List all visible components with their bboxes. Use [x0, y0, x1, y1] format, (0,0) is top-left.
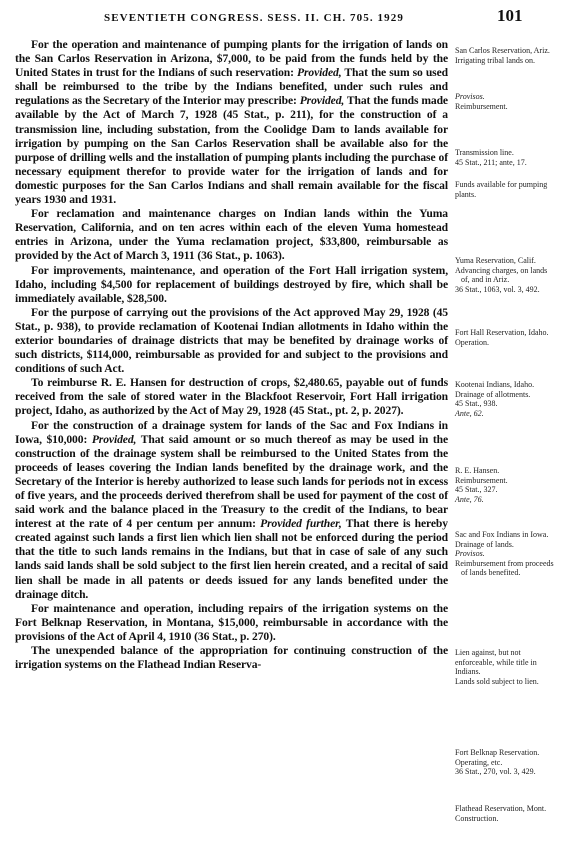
margin-note: Sac and Fox Indians in Iowa. Drainage of lands. Provisos. Reimbursement from proceeds of lands benefited.	[455, 530, 554, 577]
running-head: SEVENTIETH CONGRESS. SESS. II. CH. 705. 1929	[104, 12, 404, 24]
paragraph-hansen: To reimburse R. E. Hansen for destruction of crops, $2,480.65, payable out of funds received from the sale of stored water in the Blackfoot Reservoir, Fort Hall irrigation project, Idaho, as authorized by the Act of May 29, 1928 (45 Stat., pt. 2, p. 2027).	[15, 376, 448, 418]
paragraph-fort-hall: For improvements, maintenance, and operation of the Fort Hall irrigation system, Idaho, including $4,500 for replacement of buildings destroyed by fire, which shall be immediately available, $28,500.	[15, 263, 448, 305]
margin-note: Yuma Reservation, Calif. Advancing charges, on lands of, and in Ariz. 36 Stat., 1063, vol. 3, 492.	[455, 256, 548, 294]
paragraph-kootenai: For the purpose of carrying out the provisions of the Act approved May 29, 1928 (45 Stat., p. 938), to provide reclamation of Kootenai Indian allotments in Idaho within the exterior boundaries of drainage districts that may be benefited by drainage works of such districts, $114,000, reimbursable as provided for and subject to the provisions and conditions of such Act.	[15, 305, 448, 376]
margin-note: Transmission line. 45 Stat., 211; ante, 17.	[455, 148, 527, 167]
page-number: 101	[497, 6, 523, 25]
paragraph-sac-and-fox: For the construction of a drainage system for lands of the Sac and Fox Indians in Iowa, $10,000: Provided, That said amount or so much thereof as may be used in the construction of the drainage system shall be reimbursed to the United States from the proceeds of leases covering the Indian lands benefited by the drainage work, and the Secretary of the Interior is hereby authorized to lease such lands for periods not in excess of five years, and the proceeds derived therefrom shall be used for payment of the cost of said work and the balance placed in the Treasury to the credit of the Indians, to bear interest at the rate of 4 per centum per annum: Provided further, That there is hereby created against such lands a first lien which lien shall not be enforced during the period that the title to such lands remains in the Indians, but that in case of sale of any such lands said lands shall be sold subject to the first lien herein created, and a recital of said lien shall be made in all patents or deeds issued for any lands benefited under the drainage ditch.	[15, 418, 449, 601]
margin-note: Fort Belknap Reservation. Operating, etc. 36 Stat., 270, vol. 3, 429.	[455, 748, 540, 776]
margin-note: Flathead Reservation, Mont. Construction.	[455, 804, 547, 823]
paragraph-flathead: The unexpended balance of the appropriation for continuing construction of the irrigation systems on the Flathead Indian Reserva-	[15, 644, 448, 672]
margin-note: San Carlos Reservation, Ariz. Irrigating tribal lands on.	[455, 46, 550, 65]
body-text	[15, 38, 448, 672]
paragraph-fort-belknap: For maintenance and operation, including repairs of the irrigation systems on the Fort Belknap Reservation, in Montana, $15,000, reimbursable in accordance with the provisions of the Act of April 4, 1910 (36 Stat., p. 270).	[15, 601, 448, 643]
margin-note: Lien against, but not enforceable, while title in Indians. Lands sold subject to lien.	[455, 648, 539, 686]
margin-note: Fort Hall Reservation, Idaho. Operation.	[455, 328, 549, 347]
margin-note: Kootenai Indians, Idaho. Drainage of allotments. 45 Stat., 938. Ante, 62.	[455, 380, 535, 418]
margin-note: Funds available for pumping plants.	[455, 180, 548, 199]
paragraph-yuma: For reclamation and maintenance charges on Indian lands within the Yuma Reservation, California, and on ten acres within each of the eleven Yuma homestead entries in Arizona, under the Yuma reclamation project, $33,800, reimbursable as provided by the Act of March 3, 1911 (36 Stat., p. 1063).	[15, 207, 448, 263]
margin-note: R. E. Hansen. Reimbursement. 45 Stat., 327. Ante, 76.	[455, 466, 508, 504]
margin-note: Provisos. Reimbursement.	[455, 92, 508, 111]
paragraph-san-carlos: For the operation and maintenance of pumping plants for the irrigation of lands on the San Carlos Reservation in Arizona, $7,000, to be paid from the funds held by the United States in trust for the Indians of such reservation: Provided, That the sum so used shall be reimbursed to the tribe by the Indians benefited, under such rules and regulations as the Secretary of the Interior may prescribe: Provided, That the funds made available by the Act of March 7, 1928 (45 Stat., p. 211), for the construction of a transmission line, including substation, from the Coolidge Dam to lands available for irrigation by pumping on the San Carlos Reservation shall be available also for the purpose of drilling wells and the installation of pumping plants including the purchase of necessary equipment therefor to provide water for the irrigation of lands and for domestic purposes for the San Carlos Indians and shall remain available for the fiscal years 1930 and 1931.	[15, 38, 448, 207]
